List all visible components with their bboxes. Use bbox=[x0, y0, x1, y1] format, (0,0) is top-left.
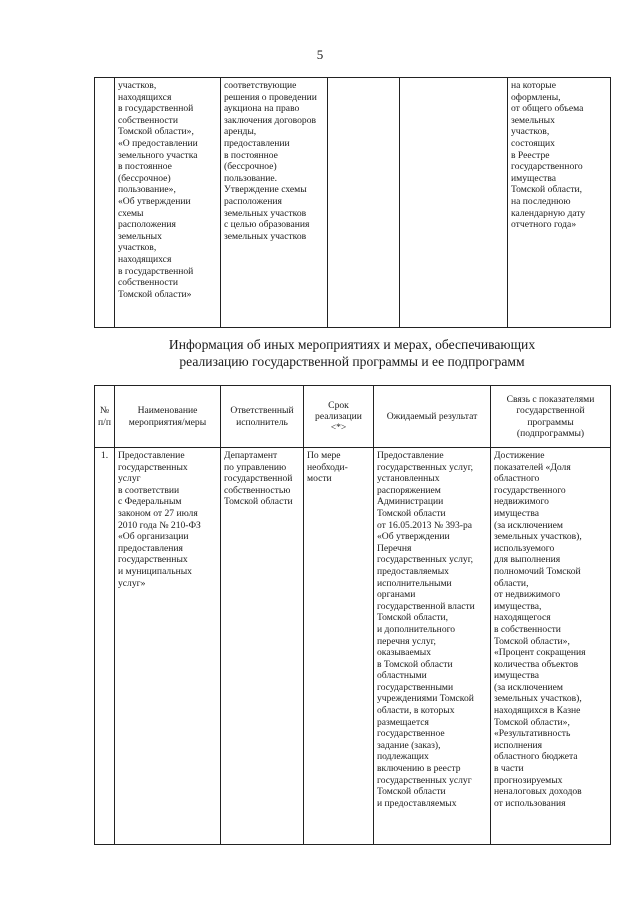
header-link: Связь с показателями государственной программы (подпрограммы) bbox=[491, 386, 611, 448]
table-cell: на которые оформлены, от общего объема земельных участков, состоящих в Реестре государственного имущества Томской области, на последнюю календарную дату отчетного года» bbox=[508, 78, 611, 328]
table-header-row bbox=[95, 386, 611, 448]
header-term: Срок реализации <*> bbox=[304, 386, 374, 448]
table-cell: участков, находящихся в государственной собственности Томской области», «О предоставлении земельного участка в постоянное (бессрочное) пользование», «Об утверждении схемы расположения земельных участков, находящихся в государственной собственности Томской области» bbox=[115, 78, 221, 328]
row-name: Предоставление государственных услуг в соответствии с Федеральным законом от 27 июля 2010 года № 210-ФЗ «Об организации предоставления государственных и муниципальных услуг» bbox=[115, 448, 221, 845]
row-term: По мере необходи- мости bbox=[304, 448, 374, 845]
table-cell bbox=[95, 78, 115, 328]
header-num: № п/п bbox=[95, 386, 115, 448]
section-title: Информация об иных мероприятиях и мерах, обеспечивающих реализацию государственной программы и ее подпрограмм bbox=[168, 337, 536, 369]
row-num: 1. bbox=[95, 448, 115, 845]
table-cell bbox=[328, 78, 400, 328]
page-number: 5 bbox=[316, 47, 324, 62]
table-row bbox=[95, 78, 611, 328]
row-executor: Департамент по управлению государственной собственностью Томской области bbox=[221, 448, 304, 845]
continuation-table bbox=[94, 77, 611, 328]
table-cell bbox=[400, 78, 508, 328]
row-link: Достижение показателей «Доля областного государственного недвижимого имущества (за исключением земельных участков), используемого для выполнения полномочий Томской области, от недвижимого имущества, находящегося в собственности Томской области», «Процент сокращения количества объектов имущества (за исключением земельных участков), находящихся в Казне Томской области», «Результативность исполнения областного бюджета в части прогнозируемых неналоговых доходов от использования bbox=[491, 448, 611, 845]
table-cell: соответствующие решения о проведении аукциона на право заключения договоров аренды, предоставлении в постоянное (бессрочное) пользование. Утверждение схемы расположения земельных участков с целью образования земельных участков bbox=[221, 78, 328, 328]
header-executor: Ответственный исполнитель bbox=[221, 386, 304, 448]
header-name: Наименование мероприятия/меры bbox=[115, 386, 221, 448]
measures-table bbox=[94, 385, 611, 845]
row-result: Предоставление государственных услуг, установленных распоряжением Администрации Томской области от 16.05.2013 № 393-ра «Об утверждении Перечня государственных услуг, предоставляемых исполнительными органами государственной власти Томской области, и дополнительного перечня услуг, оказываемых в Томской области областными государственными учреждениями Томской области, в которых размещается государственное задание (заказ), подлежащих включению в реестр государственных услуг Томской области и предоставляемых bbox=[374, 448, 491, 845]
table-row bbox=[95, 448, 611, 845]
header-result: Ожидаемый результат bbox=[374, 386, 491, 448]
